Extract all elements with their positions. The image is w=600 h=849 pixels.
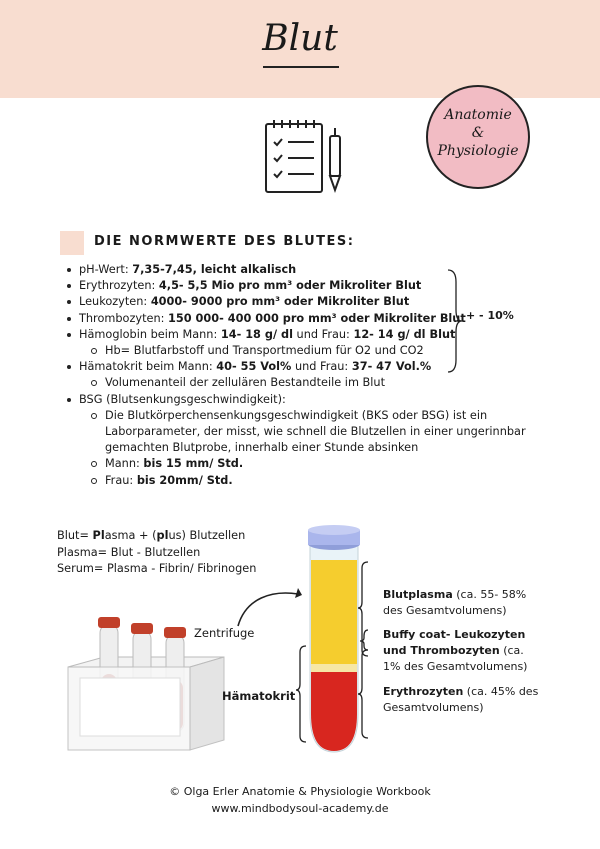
badge-line-3: Physiologie bbox=[437, 143, 519, 159]
page-title: Blut bbox=[262, 18, 338, 59]
definition-plasma: Plasma= Blut - Blutzellen bbox=[57, 545, 201, 559]
curly-brace bbox=[446, 268, 464, 374]
list-item-bsg: BSG (Blutsenkungsgeschwindigkeit): bbox=[67, 392, 467, 408]
label-zentrifuge: Zentrifuge bbox=[194, 626, 255, 640]
topic-badge bbox=[426, 85, 530, 189]
checklist-clipboard-icon bbox=[266, 120, 322, 192]
label-buffy-coat: Buffy coat- Leukozyten und Thrombozyten (ca. 1% des Gesamtvolumens) bbox=[383, 628, 528, 673]
tube-braces bbox=[280, 560, 380, 750]
fountain-pen-icon bbox=[330, 128, 340, 190]
label-erythrozyten: Erythrozyten (ca. 45% des Gesamtvolumens) bbox=[383, 685, 539, 714]
section-title: DIE NORMWERTE DES BLUTES: bbox=[94, 234, 355, 249]
list-item-haematokrit: Hämatokrit beim Mann: 40- 55 Vol% und Frau: 37- 47 Vol.% bbox=[67, 359, 467, 375]
badge-line-1: Anatomie bbox=[444, 107, 512, 123]
title-underline bbox=[263, 66, 339, 68]
list-item-haemoglobin: Hämoglobin beim Mann: 14- 18 g/ dl und Frau: 12- 14 g/ dl Blut bbox=[67, 327, 467, 343]
tolerance-label: + - 10% bbox=[466, 309, 514, 322]
checklist-icon bbox=[262, 118, 348, 198]
section-marker bbox=[60, 231, 84, 255]
label-haematokrit: Hämatokrit bbox=[222, 689, 296, 703]
list-subitem-volumenanteil: Volumenanteil der zellulären Bestandteile im Blut bbox=[67, 375, 467, 391]
list-item-erythrozyten: Erythrozyten: 4,5- 5,5 Mio pro mm³ oder Mikroliter Blut bbox=[67, 278, 467, 294]
list-subitem-bsg-definition: Die Blutkörperchensenkungsgeschwindigkeit (BKS oder BSG) ist ein Laborparameter, der misst, wie schnell die Blutzellen in einer ungerinnbar gemachten Blutprobe, innerhalb einer Stunde absinken bbox=[67, 408, 535, 457]
label-blutplasma: Blutplasma (ca. 55- 58% des Gesamtvolumens) bbox=[383, 588, 527, 617]
definition-serum: Serum= Plasma - Fibrin/ Fibrinogen bbox=[57, 562, 257, 575]
footer-copyright: © Olga Erler Anatomie & Physiologie Workbook bbox=[169, 785, 431, 798]
footer-website[interactable]: www.mindbodysoul-academy.de bbox=[211, 802, 389, 815]
list-item-thrombozyten: Thrombozyten: 150 000- 400 000 pro mm³ oder Mikroliter Blut bbox=[67, 311, 467, 327]
blood-definitions bbox=[57, 528, 256, 578]
list-item-ph: pH-Wert: 7,35-7,45, leicht alkalisch bbox=[67, 262, 467, 278]
definition-blut: Blut= Plasma + (plus) Blutzellen bbox=[57, 529, 246, 542]
badge-line-2: & bbox=[471, 125, 485, 141]
list-subitem-hb: Hb= Blutfarbstoff und Transportmedium für O2 und CO2 bbox=[67, 343, 467, 359]
list-subitem-frau: Frau: bis 20mm/ Std. bbox=[67, 473, 467, 489]
list-item-leukozyten: Leukozyten: 4000- 9000 pro mm³ oder Mikroliter Blut bbox=[67, 294, 467, 310]
list-subitem-mann: Mann: bis 15 mm/ Std. bbox=[67, 456, 467, 472]
